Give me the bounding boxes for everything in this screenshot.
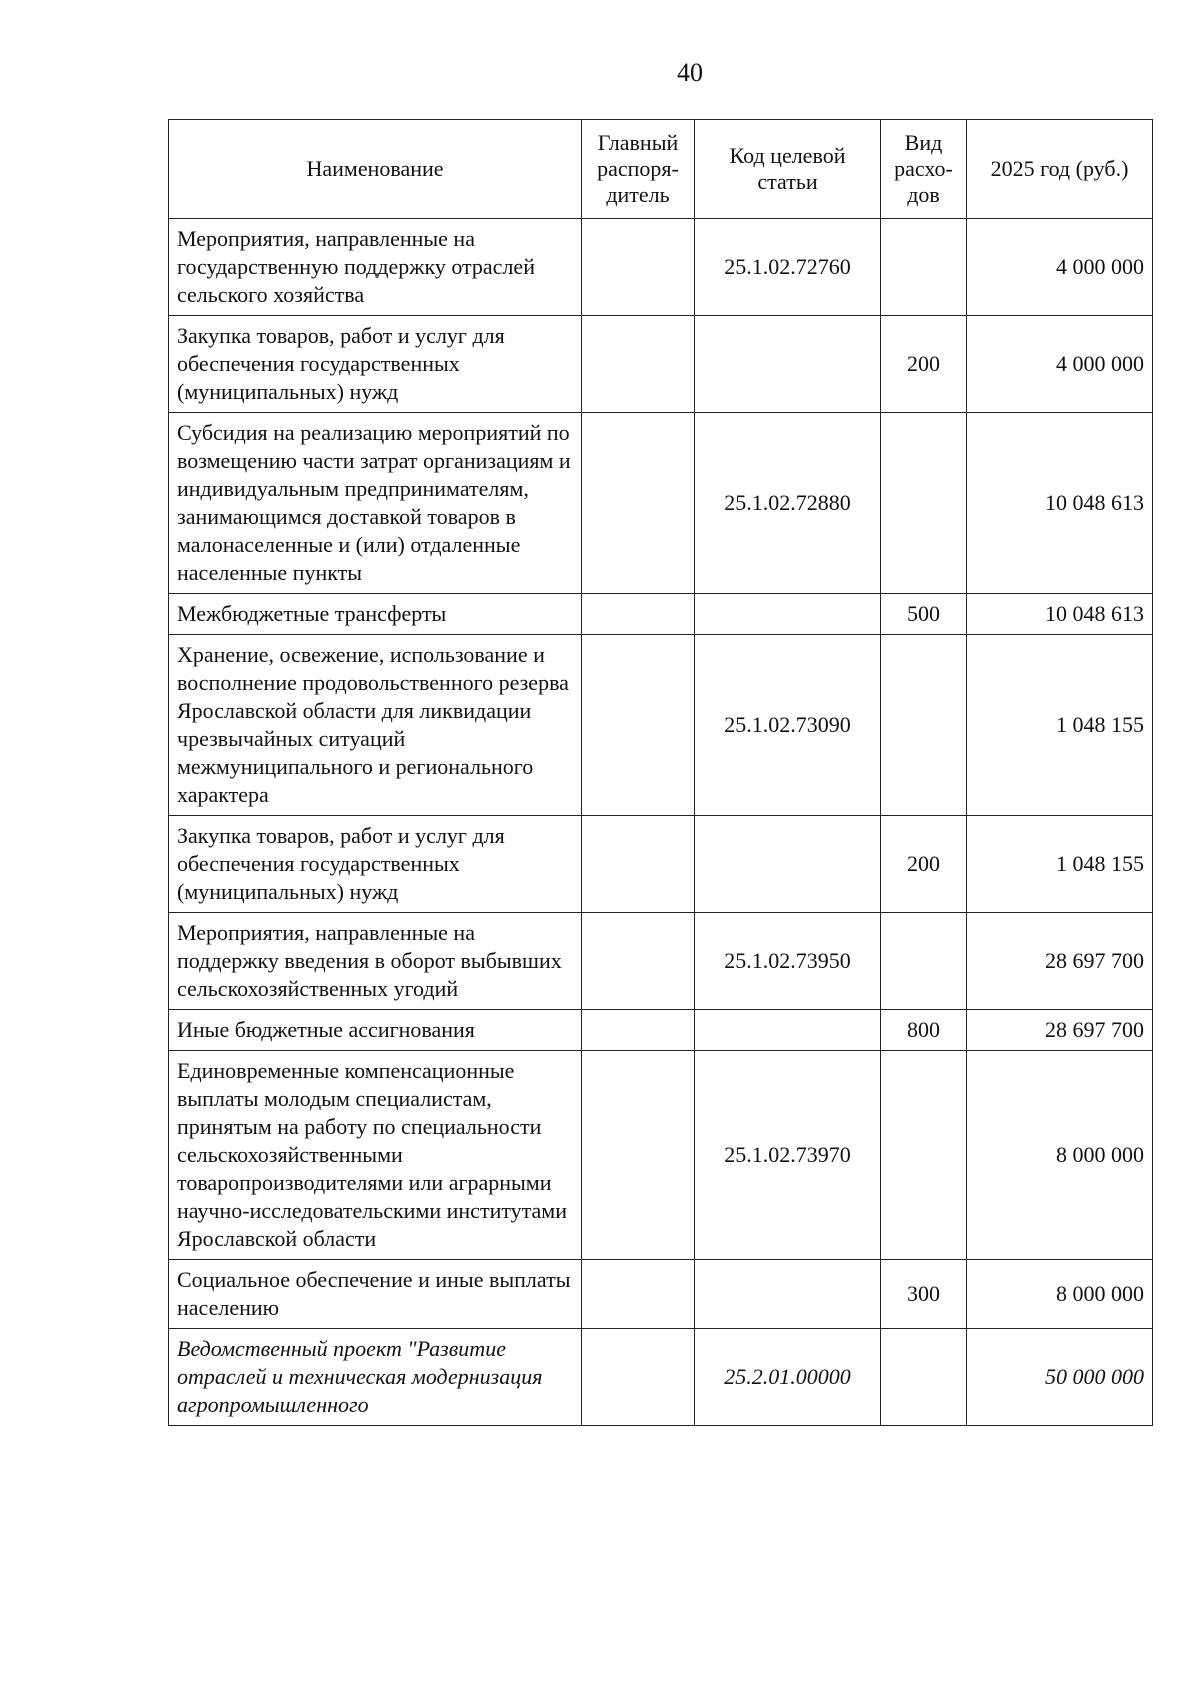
cell-expense-type — [881, 913, 967, 1010]
table-row — [169, 1260, 1153, 1329]
cell-amount: 8 000 000 — [967, 1260, 1153, 1329]
table-row — [169, 1010, 1153, 1051]
table-row — [169, 413, 1153, 594]
header-expense-type: Вид расхо-дов — [881, 120, 967, 219]
cell-name: Социальное обеспечение и иные выплаты населению — [169, 1260, 582, 1329]
table-header-row — [169, 120, 1153, 219]
cell-amount: 4 000 000 — [967, 316, 1153, 413]
cell-target-code: 25.2.01.00000 — [695, 1329, 881, 1426]
cell-name: Субсидия на реализацию мероприятий по возмещению части затрат организациям и индивидуальным предпринимателям, занимающимся доставкой товаров в малонаселенные и (или) отдаленные населенные пункты — [169, 413, 582, 594]
cell-name: Мероприятия, направленные на поддержку введения в оборот выбывших сельскохозяйственных угодий — [169, 913, 582, 1010]
cell-target-code: 25.1.02.73970 — [695, 1051, 881, 1260]
cell-name: Межбюджетные трансферты — [169, 594, 582, 635]
cell-target-code — [695, 1010, 881, 1051]
cell-amount: 1 048 155 — [967, 816, 1153, 913]
cell-amount: 4 000 000 — [967, 219, 1153, 316]
cell-expense-type — [881, 413, 967, 594]
cell-name: Мероприятия, направленные на государственную поддержку отраслей сельского хозяйства — [169, 219, 582, 316]
cell-amount: 8 000 000 — [967, 1051, 1153, 1260]
cell-expense-type: 200 — [881, 816, 967, 913]
table-row — [169, 635, 1153, 816]
cell-main-manager — [582, 219, 695, 316]
cell-amount: 50 000 000 — [967, 1329, 1153, 1426]
cell-main-manager — [582, 1260, 695, 1329]
table-row — [169, 1329, 1153, 1426]
cell-expense-type — [881, 1051, 967, 1260]
cell-main-manager — [582, 816, 695, 913]
cell-expense-type: 800 — [881, 1010, 967, 1051]
cell-target-code — [695, 816, 881, 913]
cell-expense-type — [881, 1329, 967, 1426]
cell-target-code — [695, 1260, 881, 1329]
table-row — [169, 316, 1153, 413]
cell-expense-type: 200 — [881, 316, 967, 413]
header-name: Наименование — [169, 120, 582, 219]
cell-name: Хранение, освежение, использование и восполнение продовольственного резерва Ярославской области для ликвидации чрезвычайных ситуаций межмуниципального и регионального характера — [169, 635, 582, 816]
header-target-code: Код целевой статьи — [695, 120, 881, 219]
header-year: 2025 год (руб.) — [967, 120, 1153, 219]
cell-amount: 28 697 700 — [967, 913, 1153, 1010]
header-main-manager: Главный распоря-дитель — [582, 120, 695, 219]
cell-target-code: 25.1.02.73090 — [695, 635, 881, 816]
table-row — [169, 913, 1153, 1010]
cell-name: Закупка товаров, работ и услуг для обеспечения государственных (муниципальных) нужд — [169, 816, 582, 913]
cell-target-code: 25.1.02.72760 — [695, 219, 881, 316]
cell-target-code: 25.1.02.73950 — [695, 913, 881, 1010]
cell-name: Иные бюджетные ассигнования — [169, 1010, 582, 1051]
table-row — [169, 1051, 1153, 1260]
cell-main-manager — [582, 594, 695, 635]
cell-target-code — [695, 316, 881, 413]
table-row — [169, 219, 1153, 316]
budget-table — [168, 119, 1153, 1426]
cell-main-manager — [582, 316, 695, 413]
cell-name: Ведомственный проект "Развитие отраслей и техническая модернизация агропромышленного — [169, 1329, 582, 1426]
cell-amount: 10 048 613 — [967, 413, 1153, 594]
cell-main-manager — [582, 635, 695, 816]
cell-amount: 1 048 155 — [967, 635, 1153, 816]
cell-expense-type: 500 — [881, 594, 967, 635]
cell-expense-type: 300 — [881, 1260, 967, 1329]
cell-amount: 10 048 613 — [967, 594, 1153, 635]
cell-expense-type — [881, 635, 967, 816]
cell-main-manager — [582, 913, 695, 1010]
cell-target-code — [695, 594, 881, 635]
table-row — [169, 816, 1153, 913]
page-number: 40 — [677, 58, 703, 87]
cell-expense-type — [881, 219, 967, 316]
cell-target-code: 25.1.02.72880 — [695, 413, 881, 594]
cell-main-manager — [582, 413, 695, 594]
cell-name: Закупка товаров, работ и услуг для обеспечения государственных (муниципальных) нужд — [169, 316, 582, 413]
cell-main-manager — [582, 1051, 695, 1260]
cell-main-manager — [582, 1329, 695, 1426]
cell-amount: 28 697 700 — [967, 1010, 1153, 1051]
cell-name: Единовременные компенсационные выплаты молодым специалистам, принятым на работу по специальности сельскохозяйственными товаропроизводителями или аграрными научно-исследовательскими институтами Ярославской области — [169, 1051, 582, 1260]
table-row — [169, 594, 1153, 635]
cell-main-manager — [582, 1010, 695, 1051]
